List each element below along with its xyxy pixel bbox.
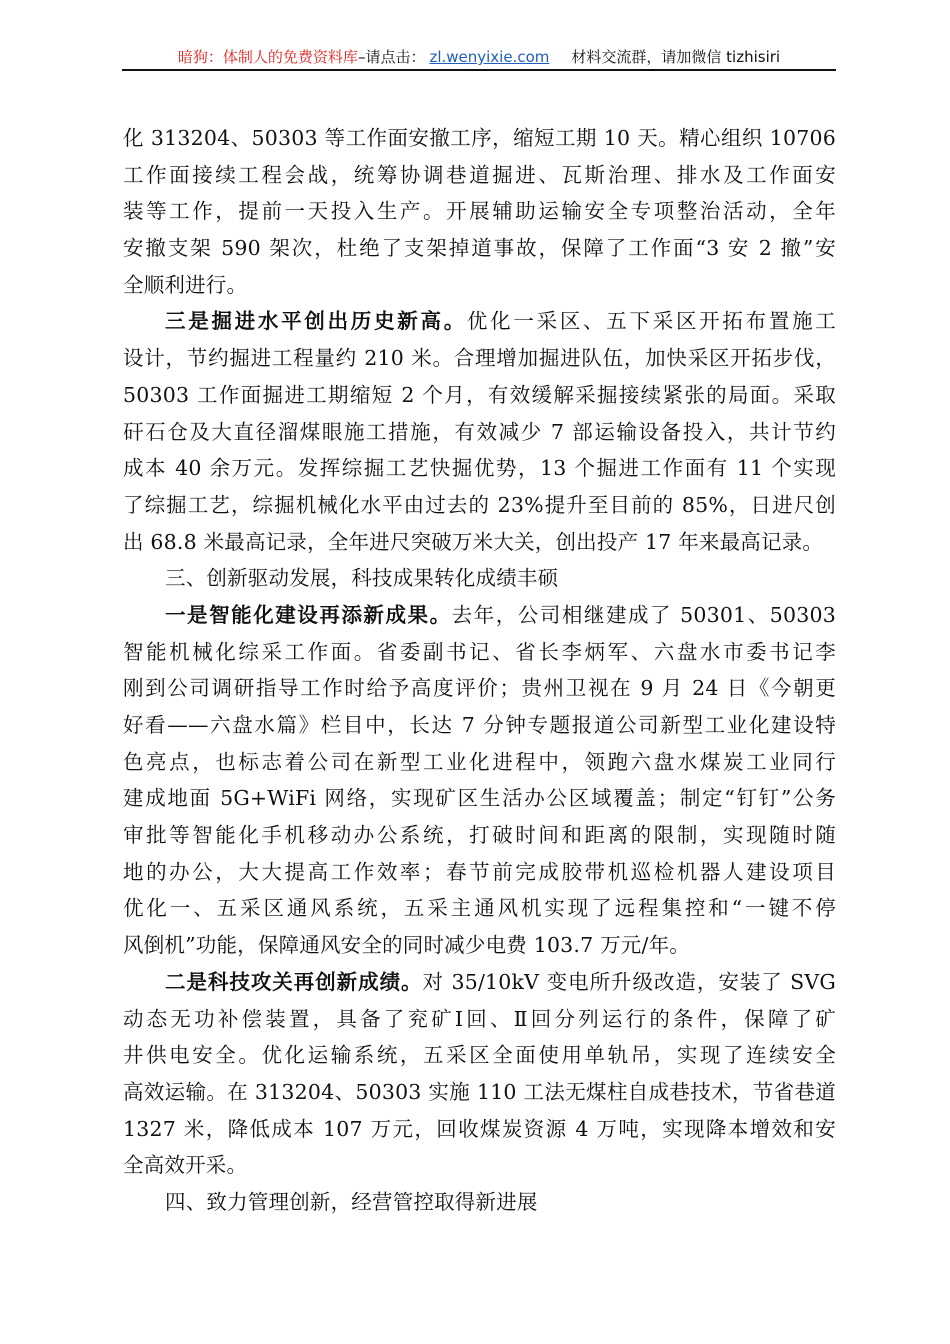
text-line [123,1074,836,1111]
text-line [123,340,836,377]
line-text: 三、创新驱动发展，科技成果转化成绩丰硕 [165,566,559,591]
line-text: 全顺利进行。 [123,272,248,297]
line-text: 优化一、五采区通风系统，五采主通风机实现了远程集控和“一键不停 [123,896,836,921]
header-link[interactable]: zl.wenyixie.com [429,48,550,66]
paragraph-lead: 一是智能化建设再添新成果。 [165,602,452,627]
line-text: 1327 米，降低成本 107 万元，回收煤炭资源 4 万吨，实现降本增效和安 [123,1116,836,1141]
text-line [123,597,836,634]
line-text: 全高效开采。 [123,1153,248,1178]
line-text: 对 35/10kV 变电所升级改造，安装了 SVG [422,969,837,994]
line-text: 动态无功补偿装置，具备了兖矿Ⅰ回、Ⅱ回分列运行的条件，保障了矿 [123,1006,836,1031]
line-text: 审批等智能化手机移动办公系统，打破时间和距离的限制，实现随时随 [123,823,836,848]
text-line [123,1184,836,1221]
text-line [123,487,836,524]
line-text: 了综掘工艺，综掘机械化水平由过去的 23%提升至目前的 85%，日进尺创 [123,492,836,517]
document-body [123,120,836,1221]
paragraph-lead: 二是科技攻关再创新成绩。 [165,969,423,994]
line-text: 好看——六盘水篇》栏目中，长达 7 分钟专题报道公司新型工业化建设特 [123,713,836,737]
line-text: 色亮点，也标志着公司在新型工业化进程中，领跑六盘水煤炭工业同行 [123,749,836,774]
text-line [123,193,836,230]
line-text: 去年，公司相继建成了 50301、50303 [451,602,836,627]
text-line [123,744,836,781]
line-text: 安撤支架 590 架次，杜绝了支架掉道事故，保障了工作面“3 安 2 撤”安 [123,236,836,261]
line-text: 智能机械化综采工作面。省委副书记、省长李炳军、六盘水市委书记李 [123,639,836,664]
line-text: 工作面接续工程会战，统筹协调巷道掘进、瓦斯治理、排水及工作面安 [123,162,836,187]
header-prompt: –请点击： [357,48,426,66]
line-text: 成本 40 余万元。发挥综掘工艺快掘优势，13 个掘进工作面有 11 个实现 [123,456,836,481]
text-line [123,230,836,267]
header-site-name: 暗狗：体制人的免费资料库 [177,48,358,66]
text-line [123,707,836,744]
text-line [123,1001,836,1038]
line-text: 高效运输。在 313204、50303 实施 110 工法无煤柱自成巷技术，节省巷道 [123,1079,836,1104]
text-line [123,780,836,817]
line-text: 化 313204、50303 等工作面安撤工序，缩短工期 10 天。精心组织 10706 [123,126,836,150]
line-text: 设计，节约掘进工程量约 210 米。合理增加掘进队伍，加快采区开拓步伐， [123,346,836,371]
text-line [123,560,836,597]
text-line [123,634,836,671]
line-text: 刚到公司调研指导工作时给予高度评价；贵州卫视在 9 月 24 日《今朝更 [123,676,836,701]
text-line [123,524,836,561]
line-text: 矸石仓及大直径溜煤眼施工措施，有效减少 7 部运输设备投入，共计节约 [123,419,836,444]
line-text: 风倒机”功能，保障通风安全的同时减少电费 103.7 万元/年。 [123,933,691,958]
header-rule [122,69,836,71]
text-line [123,854,836,891]
line-text: 出 68.8 米最高记录，全年进尺突破万米大关，创出投产 17 年来最高记录。 [123,529,824,554]
line-text: 装等工作，提前一天投入生产。开展辅助运输安全专项整治活动，全年 [123,199,836,224]
text-line [123,964,836,1001]
text-line [123,1147,836,1184]
text-line [123,157,836,194]
line-text: 井供电安全。优化运输系统，五采区全面使用单轨吊，实现了连续安全 [123,1043,836,1068]
line-text: 优化一采区、五下采区开拓布置施工 [466,309,836,334]
text-line [123,414,836,451]
line-text: 50303 工作面掘进工期缩短 2 个月，有效缓解采掘接续紧张的局面。采取 [123,382,836,407]
text-line [123,377,836,414]
text-line [123,450,836,487]
line-text: 地的办公，大大提高工作效率；春节前完成胶带机巡检机器人建设项目 [123,859,836,884]
text-line [123,927,836,964]
text-line [123,817,836,854]
header-wechat: 材料交流群，请加微信 tizhisiri [571,48,781,66]
paragraph-lead: 三是掘进水平创出历史新高。 [165,309,467,334]
line-text: 建成地面 5G+WiFi 网络，实现矿区生活办公区域覆盖；制定“钉钉”公务 [123,786,836,811]
text-line [123,890,836,927]
text-line [123,1111,836,1148]
text-line [123,303,836,340]
line-text: 四、致力管理创新，经营管控取得新进展 [165,1189,538,1214]
text-line [123,120,836,157]
page-header [122,46,836,70]
text-line [123,670,836,707]
text-line [123,267,836,304]
text-line [123,1037,836,1074]
